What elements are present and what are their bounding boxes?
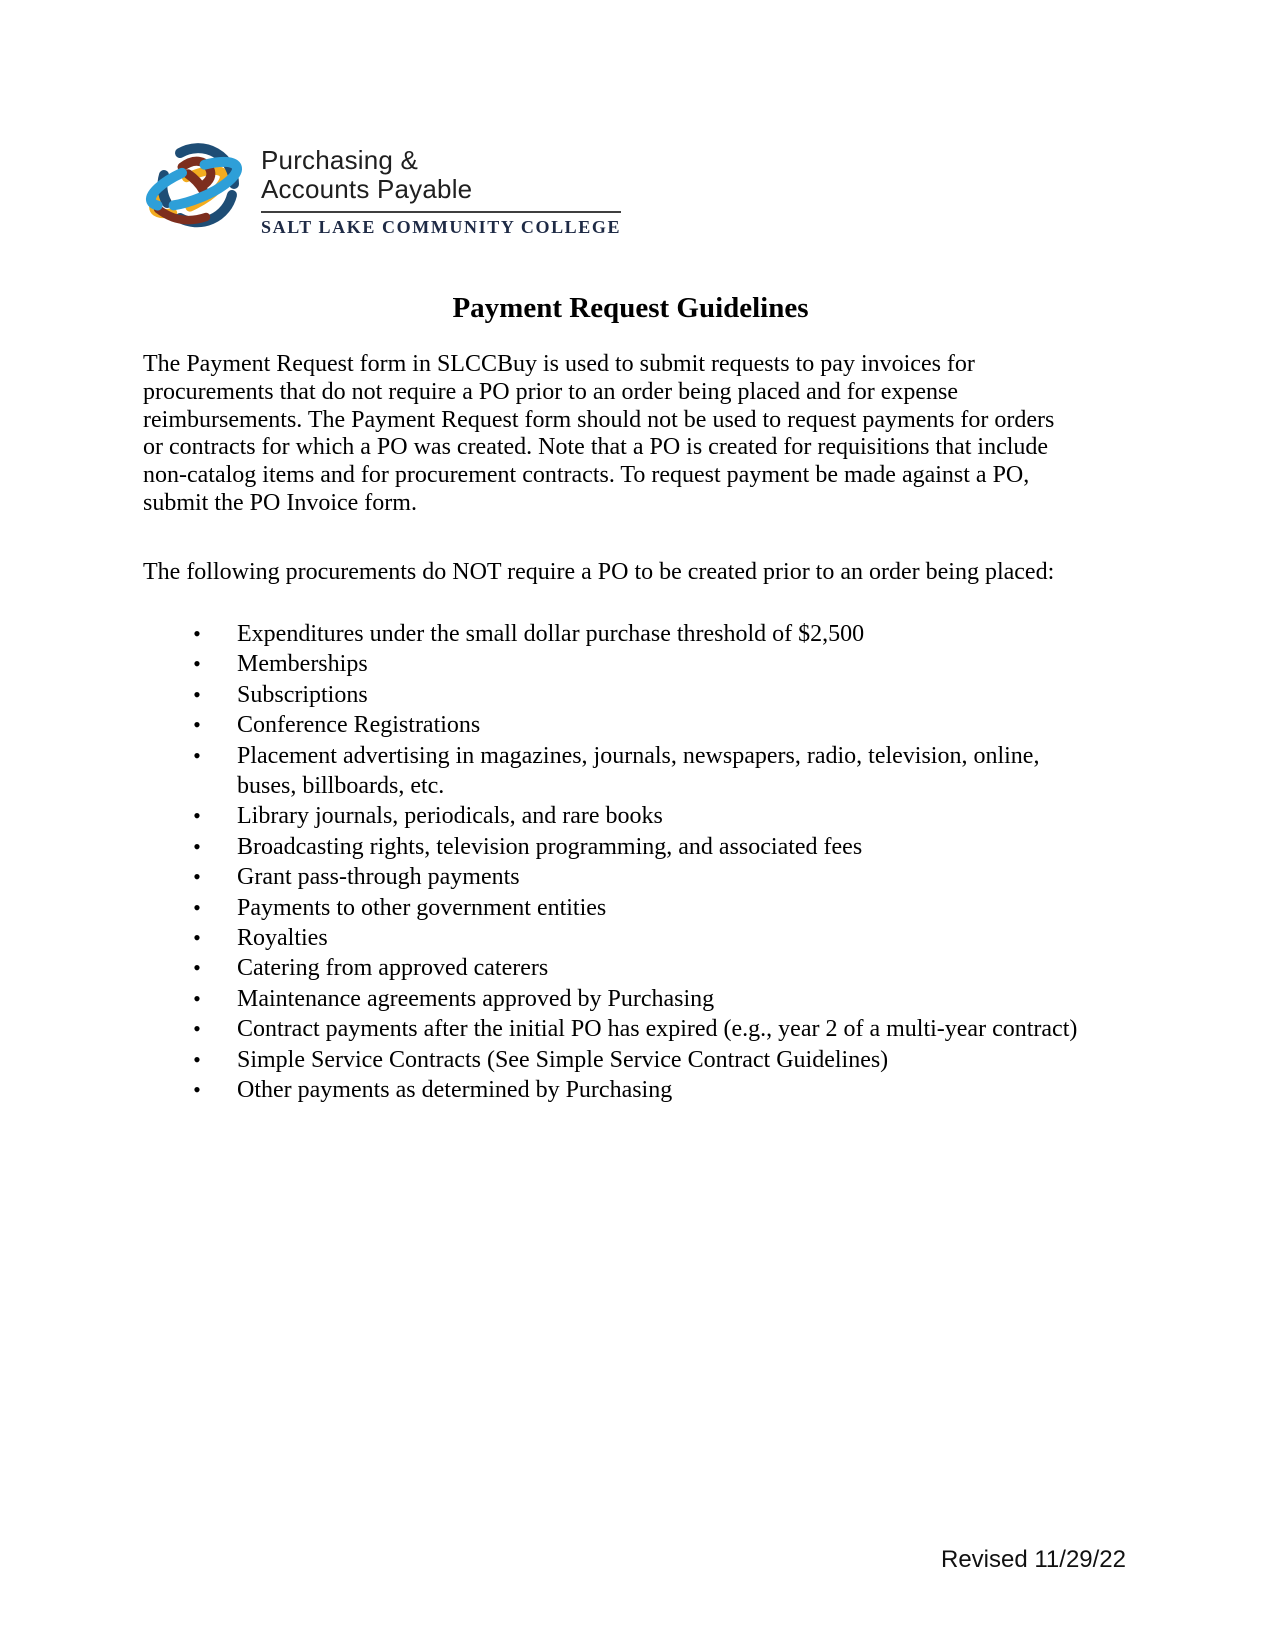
list-item-text: Memberships (237, 651, 368, 678)
list-item-text: Library journals, periodicals, and rare books (237, 803, 663, 830)
bullet-icon: • (193, 1077, 201, 1103)
list-item (143, 832, 1153, 862)
bullet-icon: • (193, 864, 201, 890)
list-item (143, 1014, 1153, 1044)
paragraph-line: or contracts for which a PO was created. Note that a PO is created for requisitions that include (143, 434, 1049, 461)
list-item-text: Catering from approved caterers (237, 955, 549, 982)
list-item-text: Royalties (237, 925, 328, 952)
list-item (143, 893, 1153, 923)
bullet-icon: • (193, 621, 201, 646)
list-item-text: Other payments as determined by Purchasing (237, 1077, 673, 1104)
paragraph-line: submit the PO Invoice form. (143, 489, 417, 516)
intro-paragraph (143, 351, 1133, 518)
list-item (143, 923, 1153, 953)
list-item (143, 1075, 1153, 1105)
bullet-icon: • (193, 833, 201, 859)
bullet-icon: • (193, 1046, 201, 1072)
list-item (143, 1045, 1153, 1075)
bullet-icon: • (193, 712, 201, 738)
bullet-icon: • (193, 681, 201, 707)
list-item-text: Contract payments after the initial PO has expired (e.g., year 2 of a multi-year contract) (237, 1016, 1078, 1043)
logo-text-block (261, 137, 621, 238)
list-item-text: Placement advertising in magazines, journals, newspapers, radio, television, online, (237, 742, 1040, 769)
list-item-text: Subscriptions (237, 681, 368, 708)
paragraph-line: non-catalog items and for procurement contracts. To request payment be made against a PO, (143, 462, 1030, 488)
list-item-text: Expenditures under the small dollar purchase threshold of $2,500 (237, 621, 865, 647)
list-item (143, 710, 1153, 740)
bullet-icon: • (193, 955, 201, 981)
list-item-text: Broadcasting rights, television programming, and associated fees (237, 833, 863, 860)
list-item-text: Maintenance agreements approved by Purchasing (237, 985, 715, 1012)
page-title: Payment Request Guidelines (452, 292, 809, 324)
bullet-icon: • (193, 985, 201, 1011)
procurement-list (143, 619, 1153, 1106)
list-item-text: buses, billboards, etc. (237, 773, 445, 800)
list-item (143, 801, 1153, 831)
list-item-text: Payments to other government entities (237, 894, 607, 921)
logo-dept-line2: Accounts Payable (261, 174, 473, 204)
list-item-text: Grant pass-through payments (237, 864, 520, 891)
slcc-logo (143, 137, 621, 238)
paragraph-line: The Payment Request form in SLCCBuy is used to submit requests to pay invoices for (143, 351, 975, 377)
list-item (143, 862, 1153, 892)
list-item (143, 680, 1153, 710)
bullet-icon: • (193, 803, 201, 829)
logo-college-name: SALT LAKE COMMUNITY COLLEGE (261, 211, 621, 238)
list-item-text: Conference Registrations (237, 712, 481, 739)
bullet-icon: • (193, 742, 201, 768)
lead-in-paragraph: The following procurements do NOT require a PO to be created prior to an order being placed: (143, 559, 1055, 585)
footer-revised-date: Revised 11/29/22 (940, 1546, 1126, 1573)
list-item (143, 649, 1153, 679)
bullet-icon: • (193, 894, 201, 920)
list-item (143, 619, 1153, 649)
list-item (143, 741, 1153, 802)
list-item (143, 953, 1153, 983)
bullet-icon: • (193, 925, 201, 951)
bullet-icon: • (193, 1016, 201, 1042)
list-item-text: Simple Service Contracts (See Simple Service Contract Guidelines) (237, 1046, 889, 1073)
bullet-icon: • (193, 651, 201, 677)
paragraph-line: reimbursements. The Payment Request form should not be used to request payments for orders (143, 406, 1055, 433)
list-item (143, 984, 1153, 1014)
paragraph-line: procurements that do not require a PO prior to an order being placed and for expense (143, 378, 959, 405)
logo-dept-line1: Purchasing & (261, 145, 419, 175)
slcc-globe-icon (143, 137, 245, 232)
